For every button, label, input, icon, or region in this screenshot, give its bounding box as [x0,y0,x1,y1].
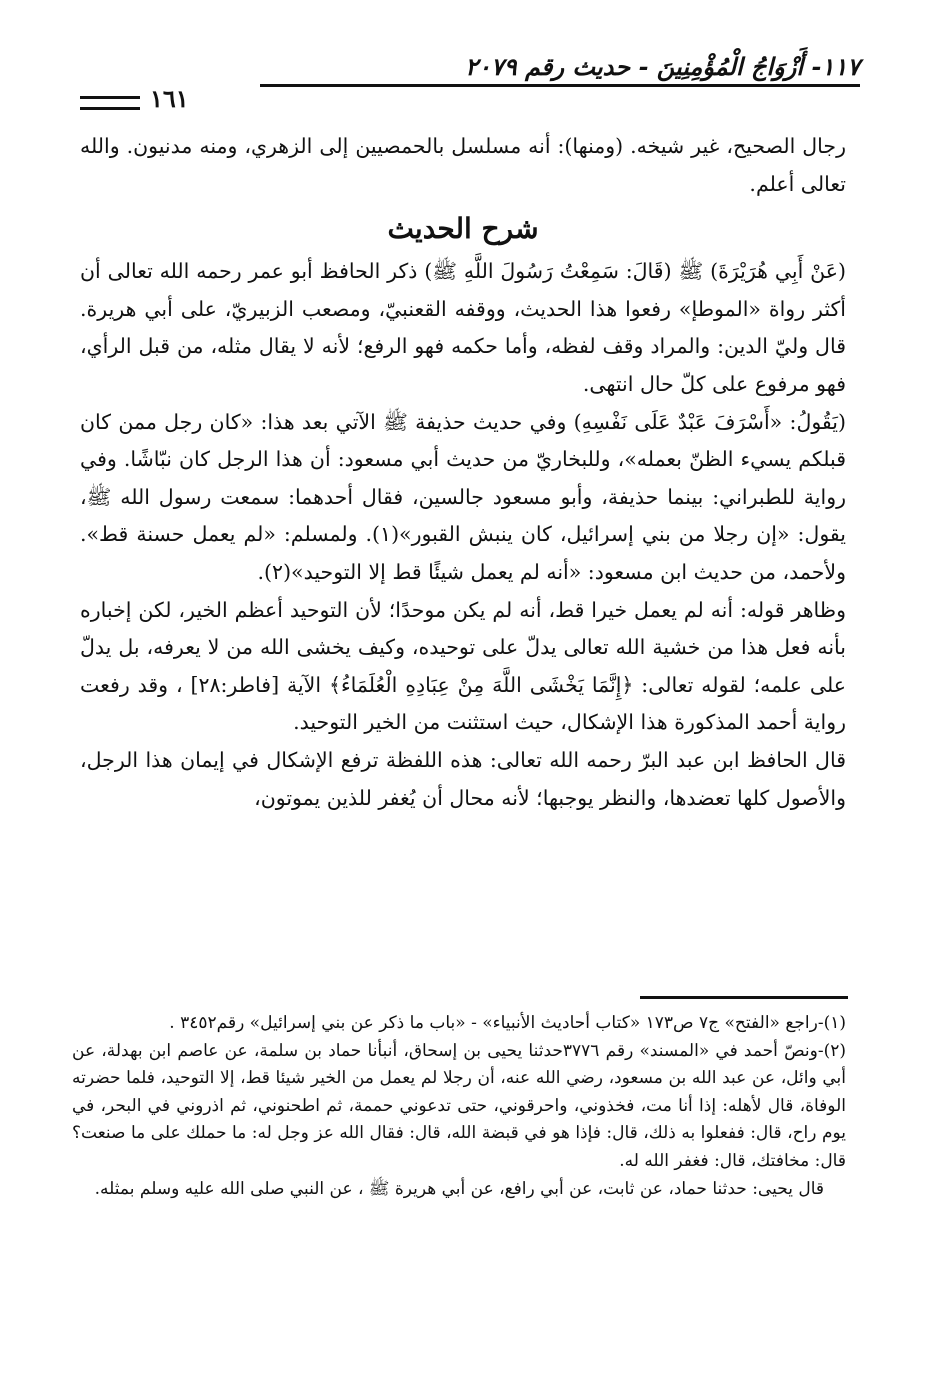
main-text [80,128,846,817]
paragraph-4: وظاهر قوله: أنه لم يعمل خيرا قط، أنه لم يكن موحدًا؛ لأن التوحيد أعظم الخير، لكن إخباره بأنه فعل هذا من خشية الله تعالى يدلّ على توحيده، وكيف يخشى الله من لا يعرفه، بل يدلّ على علمه؛ لقوله تعالى: ﴿إِنَّمَا يَخْشَى اللَّهَ مِنْ عِبَادِهِ الْعُلَمَاءُ﴾ الآية [فاطر:٢٨] ، وقد رفعت رواية أحمد المذكورة هذا الإشكال، حيث استثنت من الخير التوحيد. [80,597,846,735]
footnote-2: (٢)-ونصّ أحمد في «المسند» رقم ٣٧٧٦حدثنا يحيى بن إسحاق، أنبأنا حماد بن سلمة، عن عاصم ابن بهدلة، عن أبي وائل، عن عبد الله بن مسعود، رضي الله عنه، أن رجلا لم يعمل من الخير شيئا قط، إلا التوحيد، فلما حضرته الوفاة، قال لأهله: إذا أنا مت، فخذوني، واحرقوني، حتى تدعوني حممة، ثم اطحنوني، ثم اذروني في البحر، في يوم راح، قال: ففعلوا به ذلك، قال: فإذا هو في قبضة الله، قال: فقال الله عز وجل له: ما حملك على ما صنعت؟ قال: مخافتك، قال: فغفر الله له. [72,1040,847,1171]
footnote-2-continuation: قال يحيى: حدثنا حماد، عن ثابت، عن أبي رافع، عن أبي هريرة ﷺ ، عن النبي صلى الله عليه وسلم بمثله. [94,1178,824,1199]
running-head [80,52,860,86]
paragraph-1: رجال الصحيح، غير شيخه. (ومنها): أنه مسلسل بالحمصيين إلى الزهري، ومنه مدنيون. والله تعالى أعلم. [80,134,846,196]
paragraph-2: (عَنْ أَبِي هُرَيْرَةَ) ﷺ (قَالَ: سَمِعْتُ رَسُولَ اللَّهِ ﷺ) ذكر الحافظ أبو عمر رحمه الله تعالى أن أكثر رواة «الموطإ» رفعوا هذا الحديث، ووقفه القعنبيّ، ومصعب الزبيريّ، على أبي هريرة. قال وليّ الدين: والمراد وقف لفظه، وأما حكمه فهو الرفع؛ لأنه لا يقال مثله، من قبل الرأي، فهو مرفوع على كلّ حال انتهى. [80,259,846,396]
paragraph-5: قال الحافظ ابن عبد البرّ رحمه الله تعالى: هذه اللفظة ترفع الإشكال في إيمان هذا الرجل، والأصول كلها تعضدها، والنظر يوجبها؛ لأنه محال أن يُغفر للذين يموتون، [80,747,846,810]
running-head-rule [260,84,860,87]
paragraph-3: (يَقُولُ: «أَسْرَفَ عَبْدٌ عَلَى نَفْسِهِ) وفي حديث حذيفة ﷺ الآتي بعد هذا: «كان رجل ممن كان قبلكم يسيء الظنّ بعمله»، وللبخاريّ من حديث أبي مسعود: أن هذا الرجل كان نبّاشًا. وفي رواية للطبراني: بينما حذيفة، وأبو مسعود جالسين، فقال أحدهما: سمعت رسول الله ﷺ، يقول: «إن رجلا من بني إسرائيل، كان ينبش القبور»(١). ولمسلم: «لم يعمل حسنة قط». ولأحمد، من حديث ابن مسعود: «أنه لم يعمل شيئًا قط إلا التوحيد»(٢). [80,409,846,584]
page-number: ١٦١ [150,84,189,113]
section-title: شرح الحديث [387,212,539,246]
page-number-rule-left [80,96,140,110]
footnote-1: (١)-راجع «الفتح» ج٧ ص١٧٣ «كتاب أحاديث الأنبياء» - «باب ما ذكر عن بني إسرائيل» رقم٣٤٥٢ . [169,1013,846,1033]
running-head-title: ١١٧- أَزْوَاجُ الْمُؤْمِنِينَ - حديث رقم ٢٠٧٩ [465,52,860,81]
footnote-separator [640,996,848,999]
footnotes [72,1010,846,1203]
